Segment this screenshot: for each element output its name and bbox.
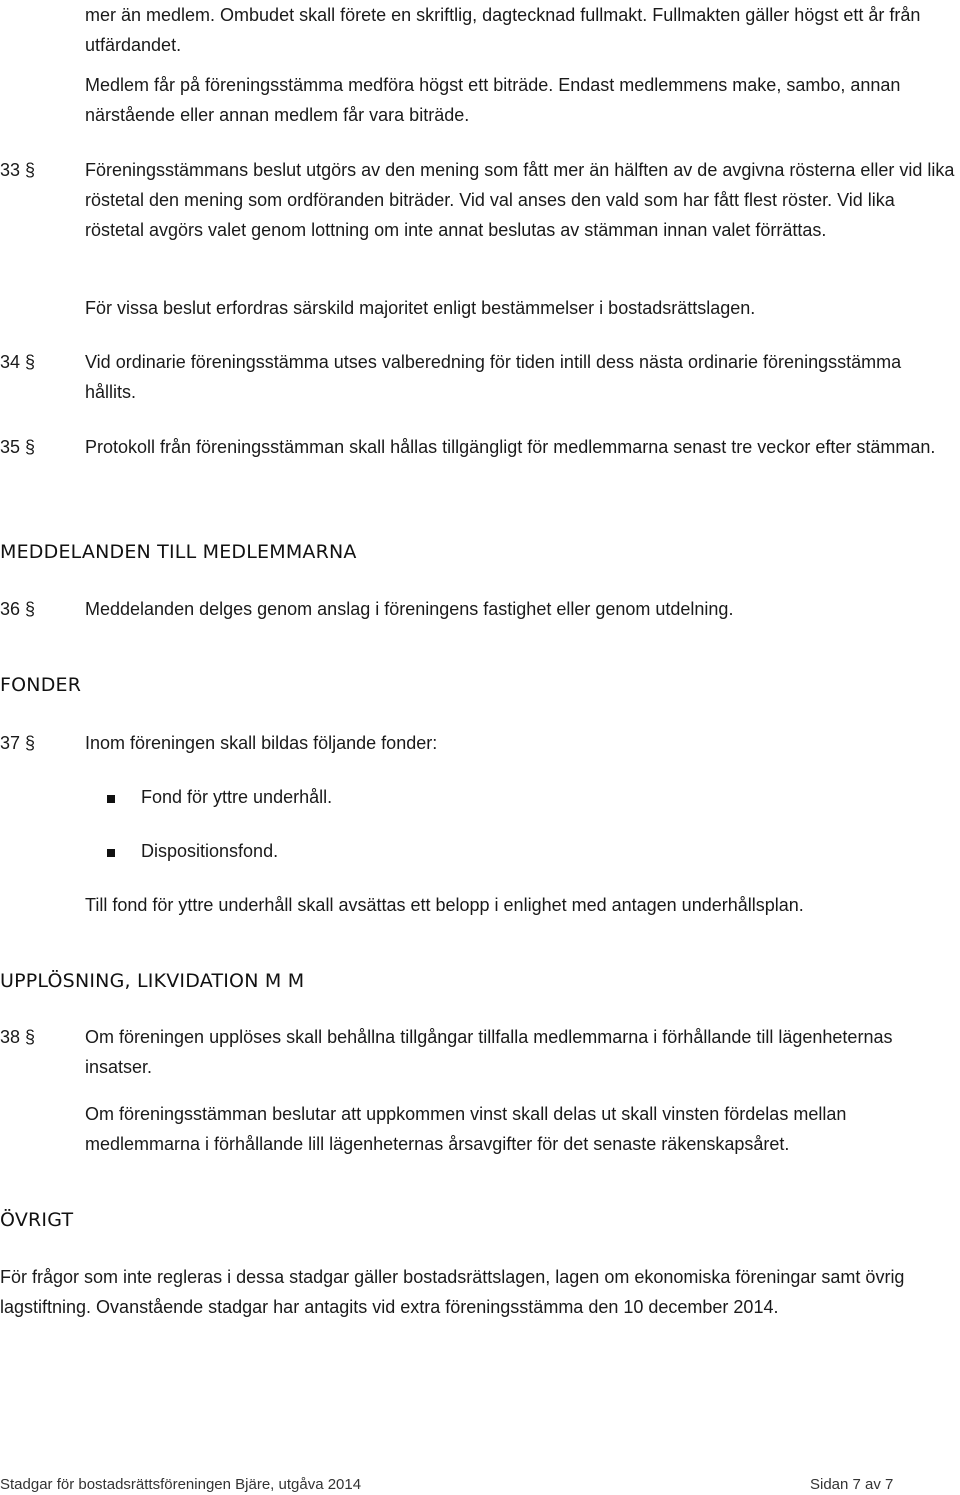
section-36-number: 36 §	[0, 599, 36, 619]
section-35-number: 35 §	[0, 437, 36, 457]
section-38-number: 38 §	[0, 1027, 36, 1047]
heading-fonder: FONDER	[0, 674, 82, 696]
section-36-text: Meddelanden delges genom anslag i föreningens fastighet eller genom utdelning.	[85, 599, 734, 619]
footer-document-title: Stadgar för bostadsrättsföreningen Bjäre, utgåva 2014	[0, 1476, 362, 1493]
heading-upplosning: UPPLÖSNING, LIKVIDATION M M	[0, 970, 305, 992]
section-35-text: Protokoll från föreningsstämman skall hållas tillgängligt för medlemmarna senast tre veckor efter stämman.	[85, 437, 936, 457]
section-37-after-text: Till fond för yttre underhåll skall avsättas ett belopp i enlighet med antagen underhållsplan.	[85, 895, 804, 915]
section-37-text: Inom föreningen skall bildas följande fonder:	[85, 733, 438, 753]
bullet-marker	[107, 844, 115, 862]
section-33-number: 33 §	[0, 160, 36, 180]
paragraph-fullmakt: mer än medlem. Ombudet skall förete en skriftlig, dagtecknad fullmakt. Fullmakten gäller högst ett år från utfärdandet.	[85, 5, 921, 55]
section-37-number: 37 §	[0, 733, 36, 753]
heading-meddelanden: MEDDELANDEN TILL MEDLEMMARNA	[0, 541, 357, 563]
section-33-text: Föreningsstämmans beslut utgörs av den mening som fått mer än hälften av de avgivna rösterna eller vid lika röstetal den mening som ordföranden biträder. Vid val anses den vald som har fått flest röster. Vid lika röstetal avgörs valet genom lottning om inte annat beslutas av stämman innan valet förrättas.	[85, 160, 955, 240]
section-34-text: Vid ordinarie föreningsstämma utses valberedning för tiden intill dess nästa ordinarie föreningsstämma hållits.	[85, 352, 902, 402]
bullet-fond-yttre-underhall: Fond för yttre underhåll.	[141, 787, 333, 807]
paragraph-bitrade: Medlem får på föreningsstämma medföra högst ett biträde. Endast medlemmens make, sambo, annan närstående eller annan medlem får vara biträde.	[85, 75, 901, 125]
bullet-marker	[107, 790, 115, 808]
section-38-text-vinst: Om föreningsstämman beslutar att uppkommen vinst skall delas ut skall vinsten fördelas mellan medlemmarna i förhållande lill lägenheternas årsavgifter för det senaste räkenskapsåret.	[85, 1104, 847, 1154]
section-33-text-majority: För vissa beslut erfordras särskild majoritet enligt bestämmelser i bostadsrättslagen.	[85, 298, 756, 318]
ovrigt-text: För frågor som inte regleras i dessa stadgar gäller bostadsrättslagen, lagen om ekonomiska föreningar samt övrig lagstiftning. Ovanstående stadgar har antagits vid extra föreningsstämma den 10 december 2014.	[0, 1267, 905, 1317]
section-38-text: Om föreningen upplöses skall behållna tillgångar tillfalla medlemmarna i förhållande till lägenheternas insatser.	[85, 1027, 893, 1077]
footer-page-number: Sidan 7 av 7	[810, 1476, 894, 1493]
section-34-number: 34 §	[0, 352, 36, 372]
bullet-dispositionsfond: Dispositionsfond.	[141, 841, 279, 861]
heading-ovrigt: ÖVRIGT	[0, 1209, 74, 1231]
